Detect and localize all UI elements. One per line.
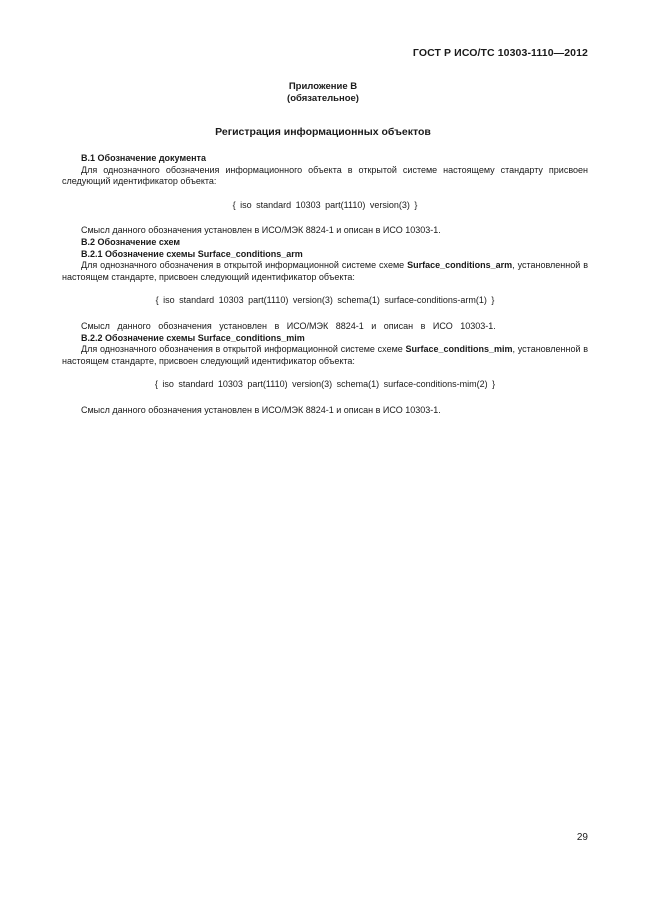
annex-heading bbox=[0, 81, 646, 105]
b22-meaning: Смысл данного обозначения установлен в ИСО/МЭК 8824-1 и описан в ИСО 10303-1. bbox=[81, 404, 441, 415]
b21-heading: В.2.1 Обозначение схемы Surface_conditions_arm bbox=[81, 248, 303, 259]
section-title: Регистрация информационных объектов bbox=[215, 126, 431, 138]
b2-heading: В.2 Обозначение схем bbox=[81, 236, 181, 247]
page-number: 29 bbox=[576, 832, 588, 843]
b22-paragraph bbox=[62, 344, 588, 367]
standard-code-header: ГОСТ Р ИСО/ТС 10303-1110—2012 bbox=[412, 47, 588, 59]
b22-text-before: Для однозначного обозначения в открытой информационной системе схеме bbox=[81, 344, 406, 355]
b1-heading: В.1 Обозначение документа bbox=[81, 153, 206, 163]
b21-text-after: , установленной в настоящем стандарте, присвоен следующий идентификатор объекта: bbox=[62, 260, 588, 282]
b21-meaning: Смысл данного обозначения установлен в ИСО/МЭК 8824-1 и описан в ИСО 10303-1. bbox=[81, 320, 496, 331]
annex-title: Приложение В bbox=[288, 81, 358, 92]
document-body bbox=[62, 153, 588, 417]
b21-identifier: { iso standard 10303 part(1110) version(3) schema(1) surface-conditions-arm(1) } bbox=[155, 295, 495, 306]
b1-identifier: { iso standard 10303 part(1110) version(3) } bbox=[232, 199, 418, 210]
b21-schema-name: Surface_conditions_arm bbox=[407, 260, 513, 271]
b1-paragraph: Для однозначного обозначения информационного объекта в открытой системе настоящему стандарту присвоен следующий идентификатор объекта: bbox=[62, 164, 588, 187]
b21-paragraph bbox=[62, 260, 588, 283]
b1-meaning: Смысл данного обозначения установлен в ИСО/МЭК 8824-1 и описан в ИСО 10303-1. bbox=[81, 225, 441, 236]
b22-schema-name: Surface_conditions_mim bbox=[405, 344, 513, 355]
b21-text-before: Для однозначного обозначения в открытой информационной системе схеме bbox=[81, 260, 408, 271]
b22-heading: В.2.2 Обозначение схемы Surface_conditions_mim bbox=[81, 332, 305, 343]
annex-status: (обязательное) bbox=[287, 93, 359, 104]
b22-identifier: { iso standard 10303 part(1110) version(3) schema(1) surface-conditions-mim(2) } bbox=[154, 379, 496, 390]
b22-text-after: , установленной в настоящем стандарте, присвоен следующий идентификатор объекта: bbox=[62, 344, 589, 366]
